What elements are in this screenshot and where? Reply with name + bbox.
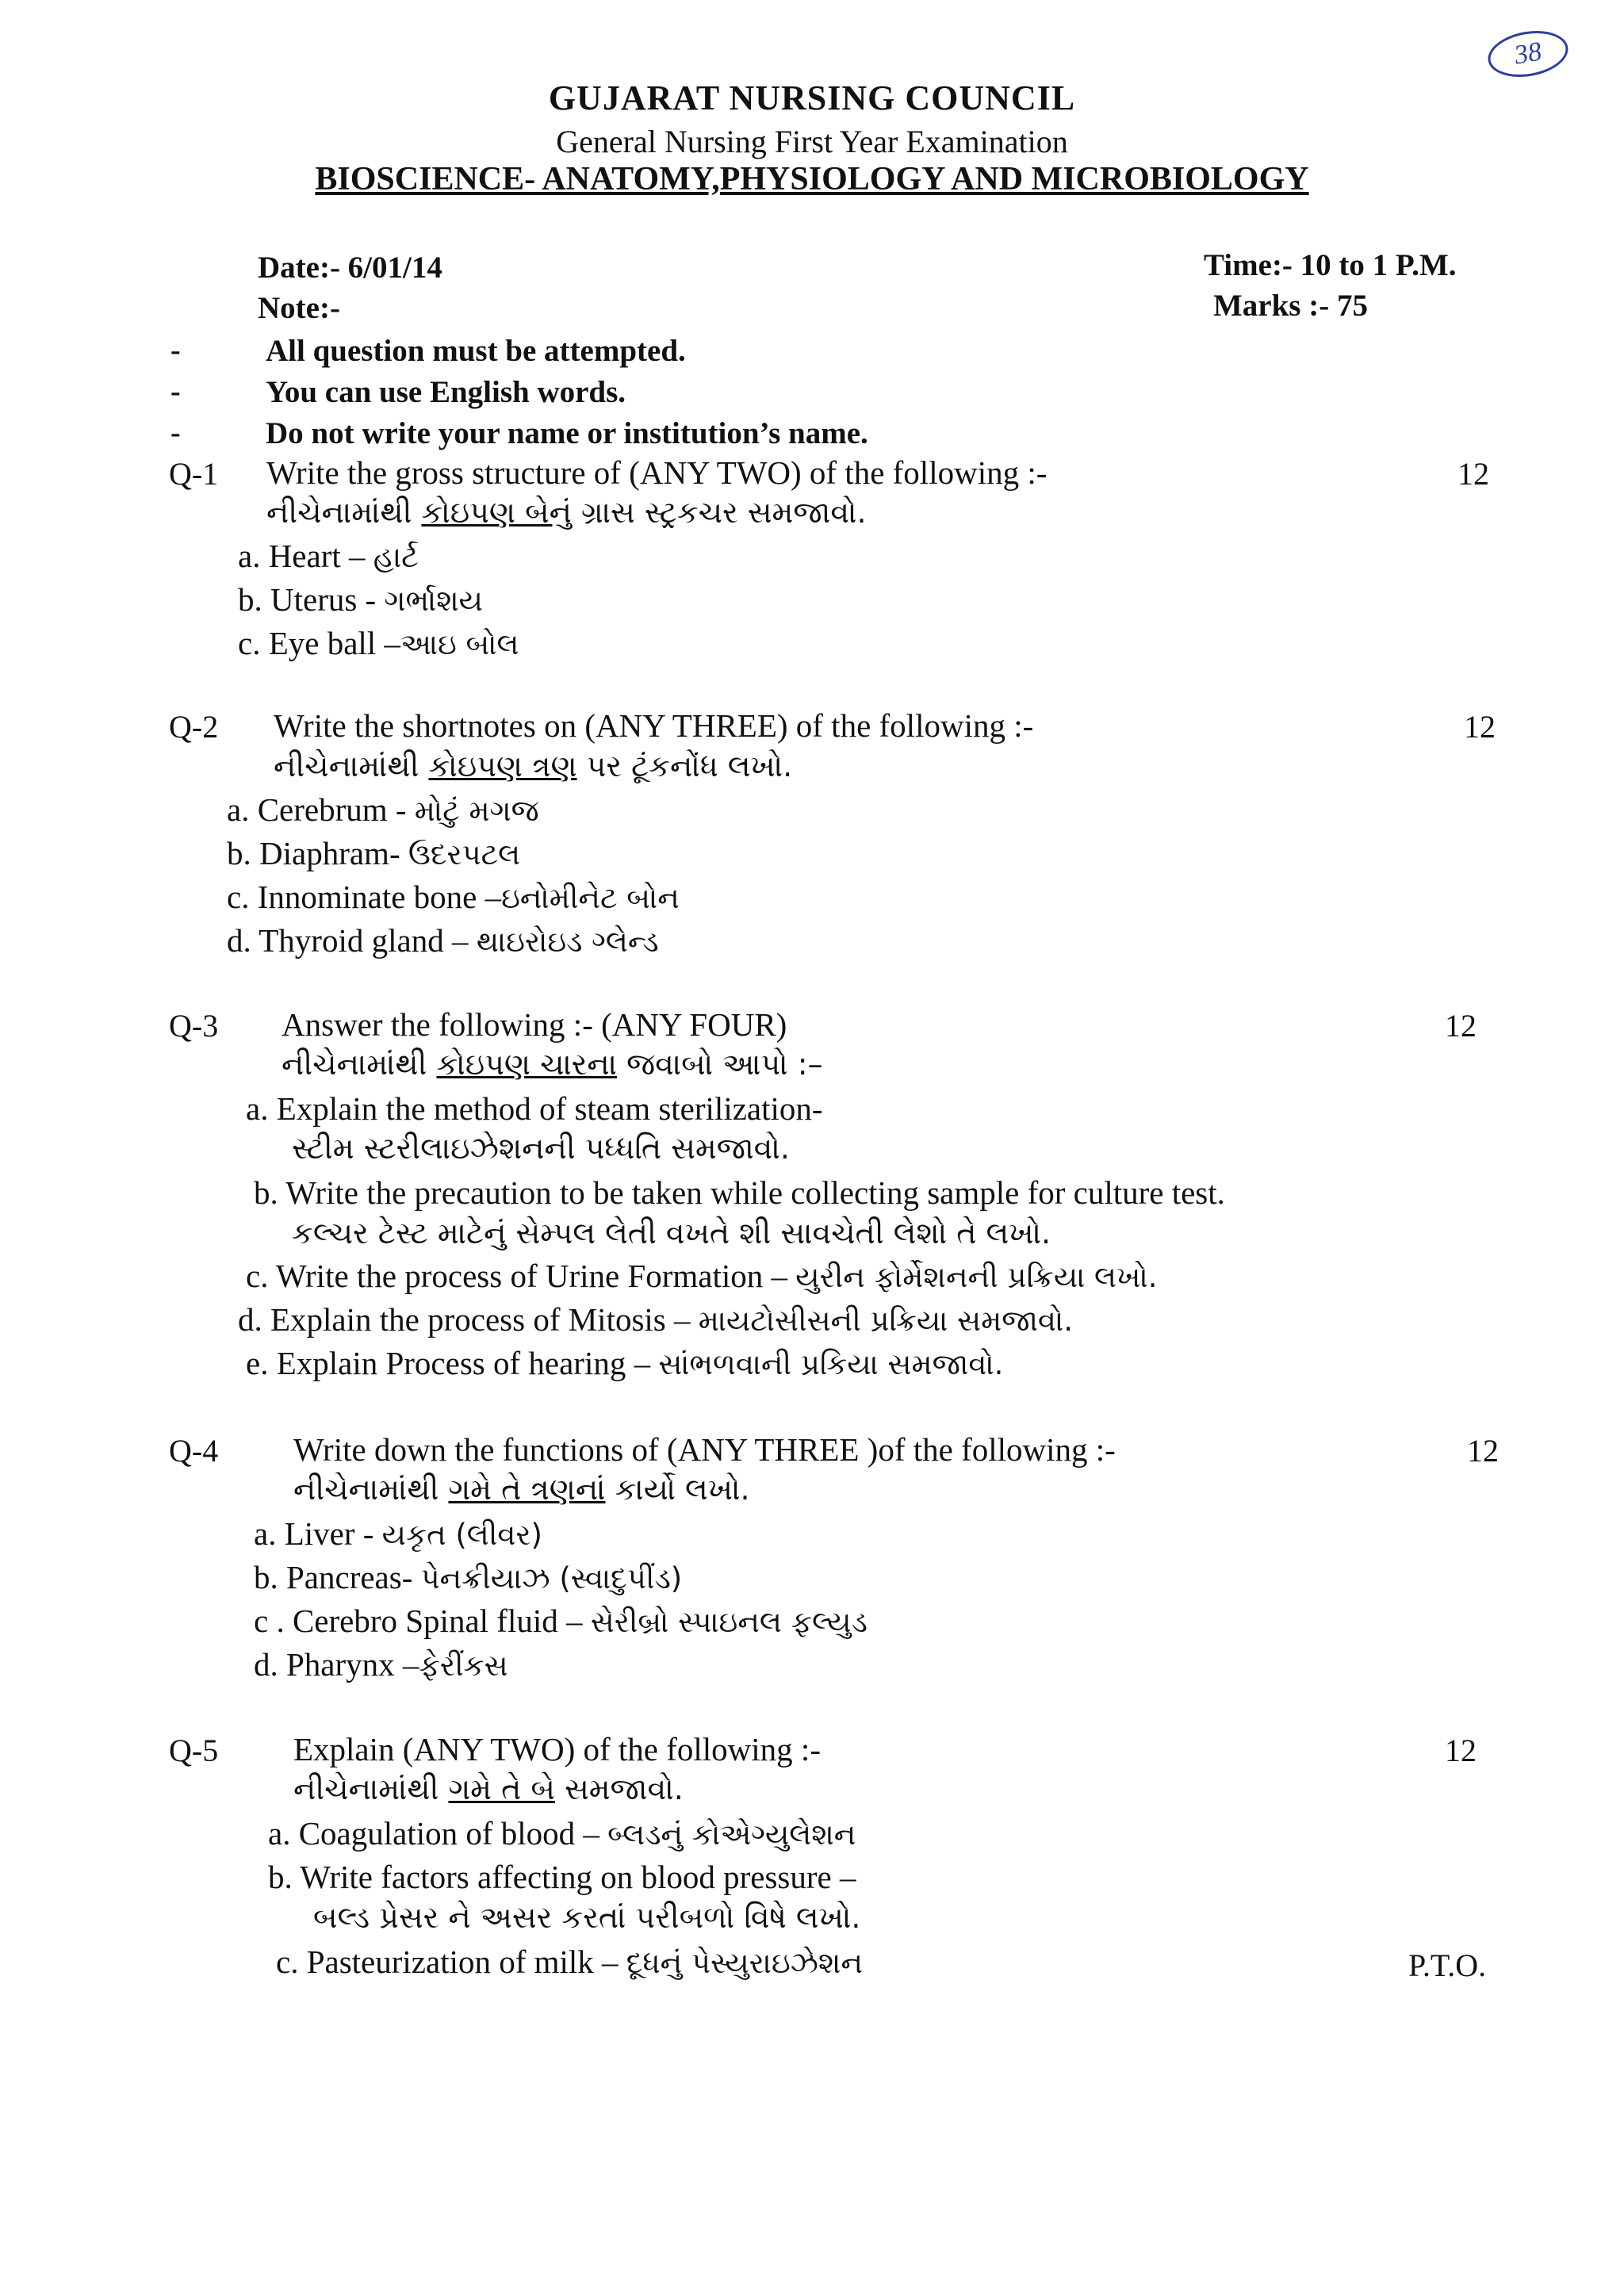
page-turn-over-note: P.T.O. [1408, 1947, 1487, 1983]
question-number: Q-5 [169, 1733, 219, 1768]
list-item: d. Thyroid gland – થાઇરોઇડ ગ્લેન્ડ [227, 922, 659, 959]
question-text: Write down the functions of (ANY THREE )of the following :- [293, 1431, 1116, 1468]
question-text: Write the gross structure of (ANY TWO) of the following :- [266, 454, 1048, 491]
list-item: c. Pasteurization of milk – દૂધનું પેસ્યુરાઇઝેશન [276, 1944, 864, 1980]
instruction-3: Do not write your name or institution’s name. [266, 416, 868, 450]
list-item: c . Cerebro Spinal fluid – સેરીબ્રો સ્પાઇનલ ફલ્યુડ [254, 1603, 868, 1639]
question-marks: 12 [1464, 709, 1496, 745]
council-title: GUJARAT NURSING COUNCIL [548, 79, 1076, 117]
list-item: b. Write factors affecting on blood pressure – [268, 1859, 856, 1895]
list-item: e. Explain Process of hearing – સાંભળવાની પ્રકિયા સમજાવો. [246, 1345, 1004, 1381]
list-item-gujarati: બલ્ડ પ્રેસર ને અસર કરતાં પરીબળો વિષે લખો. [313, 1900, 861, 1935]
list-item: d. Pharynx –ફેરીંકસ [254, 1646, 508, 1683]
instruction-1: All question must be attempted. [266, 334, 686, 368]
list-item: d. Explain the process of Mitosis – માયટોસીસની પ્રક્રિયા સમજાવો. [238, 1301, 1073, 1338]
list-item: a. Explain the method of steam sterilization- [246, 1090, 823, 1127]
list-item: c. Write the process of Urine Formation – યુરીન ફોર્મેશનની પ્રક્રિયા લખો. [246, 1258, 1158, 1294]
list-item: c. Innominate bone –ઇનોમીનેટ બોન [227, 879, 680, 915]
question-number: Q-3 [169, 1008, 219, 1044]
list-item: c. Eye ball –આઇ બોલ [238, 625, 519, 661]
instruction-bullet: - [170, 375, 181, 408]
question-text: Write the shortnotes on (ANY THREE) of the following :- [274, 707, 1034, 744]
list-item: b. Pancreas- પેનક્રીયાઝ (સ્વાદુપીંડ) [254, 1559, 683, 1595]
exam-time: Time:- 10 to 1 P.M. [1204, 248, 1457, 282]
page-number-stamp: 38 [1484, 25, 1572, 83]
question-text: Answer the following :- (ANY FOUR) [282, 1006, 787, 1043]
question-text-gujarati: નીચેનામાંથી કોઇપણ બેનું ગ્રાસ સ્ટ્રકચર સમજાવો. [266, 495, 867, 530]
question-number: Q-4 [169, 1433, 219, 1469]
list-item-gujarati: કલ્ચર ટેસ્ટ માટેનું સેમ્પલ લેતી વખતે શી સાવચેતી લેશો તે લખો. [292, 1216, 1051, 1250]
list-item: a. Coagulation of blood – બ્લડનું કોએગ્યુલેશન [268, 1815, 856, 1852]
list-item-gujarati: સ્ટીમ સ્ટરીલાઇઝેશનની પધ્ધતિ સમજાવો. [292, 1131, 790, 1166]
exam-date: Date:- 6/01/14 [258, 251, 442, 285]
question-text-gujarati: નીચેનામાંથી ગમે તે બે સમજાવો. [293, 1771, 684, 1806]
subject-title: BIOSCIENCE- ANATOMY,PHYSIOLOGY AND MICROBIOLOGY [315, 161, 1309, 197]
question-number: Q-2 [169, 709, 219, 745]
list-item: a. Cerebrum - મોટું મગજ [227, 791, 539, 828]
list-item: a. Heart – હાર્ટ [238, 538, 419, 574]
question-text-gujarati: નીચેનામાંથી ગમે તે ત્રણનાં કાર્યો લખો. [293, 1472, 750, 1507]
list-item: a. Liver - યકૃત (લીવર) [254, 1515, 542, 1552]
list-item: b. Uterus - ગર્ભાશય [238, 581, 483, 618]
list-item: b. Diaphram- ઉદરપટલ [227, 835, 521, 871]
note-label: Note:- [258, 291, 340, 325]
instruction-bullet: - [170, 416, 181, 450]
question-text: Explain (ANY TWO) of the following :- [293, 1731, 821, 1767]
question-marks: 12 [1457, 456, 1489, 492]
question-number: Q-1 [169, 456, 219, 492]
question-text-gujarati: નીચેનામાંથી કોઇપણ ત્રણ પર ટૂંકનોંધ લખો. [274, 749, 793, 783]
instruction-bullet: - [170, 334, 181, 367]
list-item: b. Write the precaution to be taken while collecting sample for culture test. [254, 1174, 1225, 1211]
exam-marks: Marks :- 75 [1213, 289, 1368, 323]
question-text-gujarati: નીચેનામાંથી કોઇપણ ચારના જવાબો આપો :– [282, 1047, 823, 1082]
exam-title: General Nursing First Year Examination [556, 124, 1068, 159]
question-marks: 12 [1445, 1733, 1477, 1768]
question-marks: 12 [1445, 1008, 1477, 1044]
question-marks: 12 [1467, 1433, 1499, 1469]
instruction-2: You can use English words. [266, 375, 626, 409]
